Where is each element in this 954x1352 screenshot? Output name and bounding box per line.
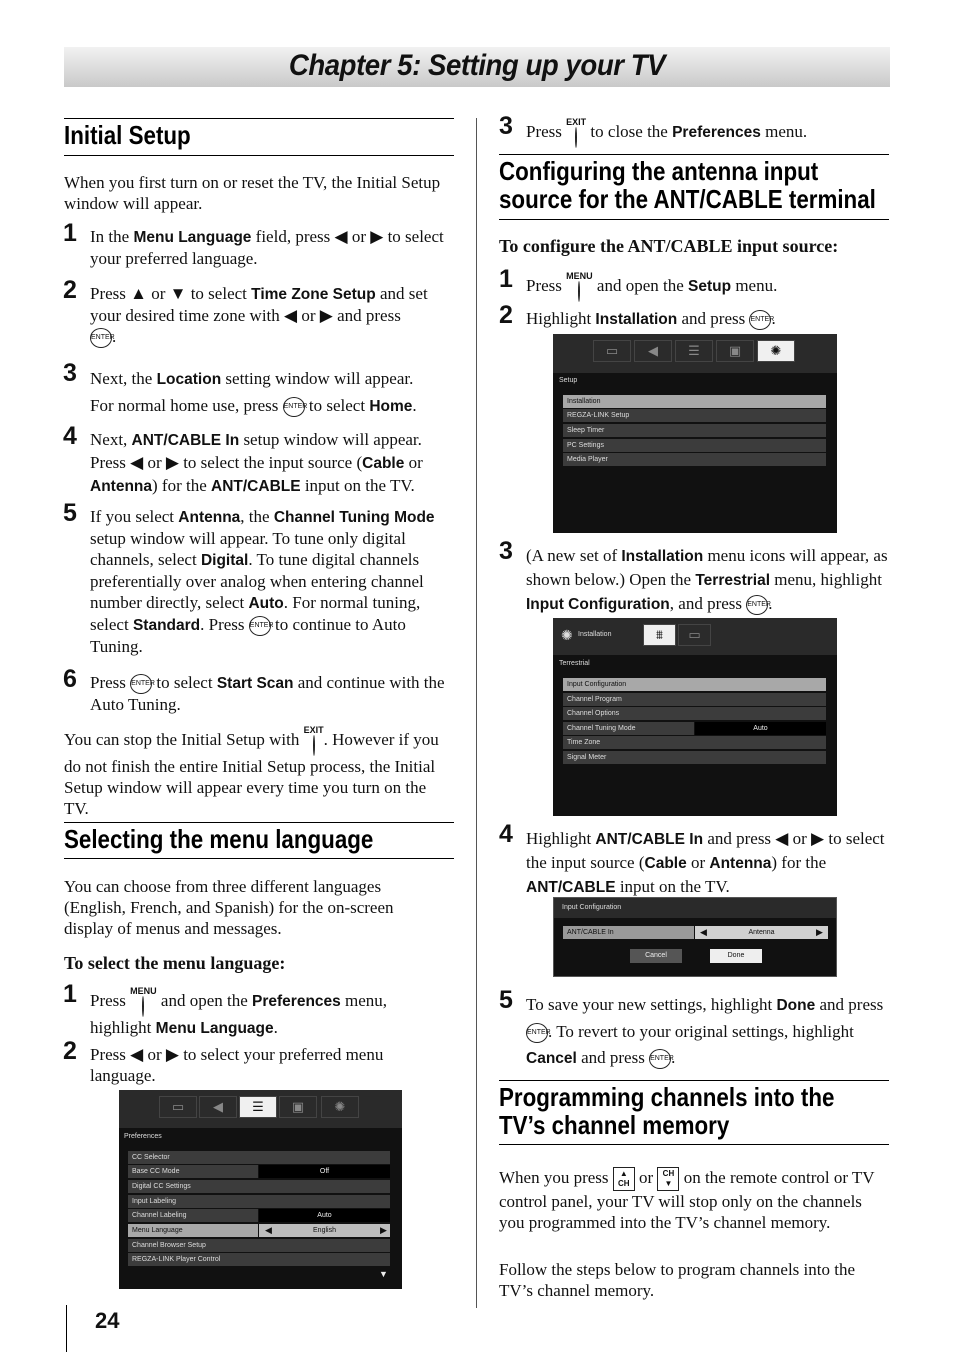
menu-row: Sleep Timer	[563, 424, 826, 437]
step-number: 5	[63, 499, 77, 527]
divider	[64, 118, 454, 119]
divider	[499, 154, 889, 155]
divider	[499, 219, 889, 220]
screen-title: Terrestrial	[559, 660, 590, 667]
menu-row-selected: Installation	[563, 395, 826, 408]
menu-row-selected: Input Configuration	[563, 678, 826, 691]
step-number: 3	[499, 537, 513, 565]
menu-row: Channel Labeling	[128, 1209, 258, 1222]
divider	[64, 822, 454, 823]
menu-row: Media Player	[563, 453, 826, 466]
step-text: Press ◀ or ▶ to select your preferred menu language.	[90, 1045, 384, 1085]
setup-icon: ✺	[321, 1096, 359, 1118]
channel-down-icon: CH ▼	[657, 1167, 679, 1191]
setup-icon: ✺	[561, 627, 573, 643]
setup-screen	[553, 334, 837, 533]
step-text: To save your new settings, highlight Done and press ENTER. To revert to your original settings, highlight Cancel and press ENTER.	[526, 992, 890, 1072]
menu-row: PC Settings	[563, 439, 826, 452]
step-number: 3	[499, 112, 513, 140]
menu-value: Auto	[259, 1209, 390, 1222]
lock-icon: ▣	[279, 1096, 317, 1118]
chapter-title: Chapter 5: Setting up your TV	[288, 49, 666, 82]
menu-row: Time Zone	[563, 736, 826, 749]
setup-icon: ✺	[757, 340, 795, 362]
step-number: 1	[63, 219, 77, 247]
heading-antenna: Configuring the antenna input source for the ANT/CABLE terminal	[499, 156, 876, 214]
step-number: 2	[63, 1037, 77, 1065]
screen-title: Input Configuration	[562, 904, 622, 911]
cancel-button[interactable]: Cancel	[630, 949, 682, 963]
divider	[499, 1080, 889, 1081]
menu-row: CC Selector	[128, 1151, 390, 1164]
channel-up-icon: ▲ CH	[613, 1167, 635, 1191]
menu-row: REGZA-LINK Setup	[563, 409, 826, 422]
step-number: 1	[63, 980, 77, 1008]
step-number: 6	[63, 665, 77, 693]
menu-row: Digital CC Settings	[128, 1180, 390, 1193]
enter-icon: ENTER	[649, 1049, 671, 1069]
preferences-icon: ☰	[675, 340, 713, 362]
picture-icon: ▭	[159, 1096, 197, 1118]
arrow-right-icon: ▶	[816, 927, 823, 937]
menu-row: Base CC Mode	[128, 1165, 258, 1178]
menu-value: Antenna	[695, 926, 828, 939]
screen-title: Preferences	[124, 1133, 162, 1140]
step-text: Highlight Installation and press ENTER.	[526, 308, 886, 330]
step-text: (A new set of Installation menu icons will appear, as shown below.) Open the Terrestrial menu, highlight Input Configuration, and press ENTER.	[526, 544, 890, 616]
terrestrial-icon: ⩩	[643, 624, 676, 646]
scroll-down-icon: ▼	[379, 1269, 388, 1279]
menu-language-intro: You can choose from three different languages (English, French, and Spanish) for the on-screen display of menus and messages.	[64, 877, 394, 938]
chapter-banner	[64, 47, 890, 87]
input-icon: ▭	[678, 624, 711, 646]
step-number: 3	[63, 359, 77, 387]
programming-paragraph-2: Follow the steps below to program channels into the TV’s channel memory.	[499, 1260, 855, 1300]
step-text: In the Menu Language field, press ◀ or ▶ to select your preferred language.	[90, 227, 444, 268]
step-number: 2	[63, 276, 77, 304]
menu-row: REGZA-LINK Player Control	[128, 1253, 390, 1266]
screen-header: Installation	[578, 631, 612, 638]
arrow-left-icon: ◀	[700, 927, 707, 937]
step-text: Press MENU and open the Preferences menu, highlight Menu Language.	[90, 986, 388, 1037]
arrow-right-icon: ▶	[380, 1225, 387, 1235]
lock-icon: ▣	[716, 340, 754, 362]
step-number: 4	[499, 820, 513, 848]
menu-row-selected: Menu Language	[128, 1224, 258, 1237]
step-text: Press ENTER to select Start Scan and continue with the Auto Tuning.	[90, 673, 445, 715]
input-configuration-screen	[553, 897, 837, 977]
done-button[interactable]: Done	[710, 949, 762, 963]
preferences-screen	[119, 1090, 402, 1289]
screen-title: Setup	[559, 377, 578, 384]
menu-row: Input Labeling	[128, 1195, 390, 1208]
audio-icon: ◀	[634, 340, 672, 362]
enter-icon: ENTER	[526, 1023, 548, 1043]
enter-icon: ENTER	[249, 616, 271, 636]
column-divider	[476, 118, 477, 1308]
enter-icon: ENTER	[90, 328, 112, 348]
subheading: To select the menu language:	[64, 953, 286, 973]
page-rule	[66, 1305, 67, 1352]
step-text: Highlight ANT/CABLE In and press ◀ or ▶ to select the input source (Cable or Antenna) for the ANT/CABLE input on the TV.	[526, 829, 885, 896]
menu-row: Channel Options	[563, 707, 826, 720]
divider	[64, 155, 454, 156]
step-text: Press ▲ or ▼ to select Time Zone Setup and set your desired time zone with ◀ or ▶ and press ENTER.	[90, 283, 450, 348]
preferences-icon: ☰	[239, 1096, 277, 1118]
subheading: To configure the ANT/CABLE input source:	[499, 236, 839, 256]
step-text: Press MENU and open the Setup menu.	[526, 272, 886, 302]
enter-icon: ENTER	[283, 397, 305, 417]
menu-value: Auto	[695, 722, 826, 735]
divider	[499, 1144, 889, 1145]
step-text: Next, the Location setting window will appear. For normal home use, press ENTER to select Home.	[90, 366, 450, 420]
picture-icon: ▭	[593, 340, 631, 362]
enter-icon: ENTER	[130, 674, 152, 694]
menu-icon: MENU	[566, 272, 593, 302]
programming-paragraph-1: When you press ▲ CH or CH ▼ on the remote control or TV control panel, your TV will stop only on the channels you programmed into the TV’s channel memory.	[499, 1168, 875, 1233]
enter-icon: ENTER	[749, 310, 771, 330]
heading-programming: Programming channels into the TV’s channel memory	[499, 1082, 835, 1140]
heading-menu-language: Selecting the menu language	[64, 824, 374, 854]
initial-setup-intro: When you first turn on or reset the TV, the Initial Setup window will appear.	[64, 173, 441, 213]
arrow-left-icon: ◀	[265, 1225, 272, 1235]
menu-row: Channel Program	[563, 693, 826, 706]
page-number: 24	[95, 1308, 120, 1333]
menu-row-selected: ANT/CABLE In	[563, 926, 694, 939]
menu-row: Channel Tuning Mode	[563, 722, 694, 735]
initial-setup-outro: You can stop the Initial Setup with EXIT . However if you do not finish the entire Initial Setup process, the Initial Setup window will appear every time you turn on the TV.	[64, 725, 439, 818]
step-number: 4	[63, 422, 77, 450]
enter-icon: ENTER	[746, 595, 768, 615]
menu-row: Channel Browser Setup	[128, 1239, 390, 1252]
menu-row: Signal Meter	[563, 751, 826, 764]
exit-icon: EXIT	[566, 118, 586, 148]
installation-screen	[553, 618, 837, 816]
exit-icon: EXIT	[304, 726, 324, 756]
menu-value: Off	[259, 1165, 390, 1178]
audio-icon: ◀	[199, 1096, 237, 1118]
step-text: If you select Antenna, the Channel Tuning Mode setup window will appear. To tune only digital channels, select Digital. To tune digital channels preferentially over analog when entering channel number directly, select Auto. For normal tuning, select Standard. Press ENTER to continue to Auto Tuning.	[90, 507, 435, 657]
step-text: Next, ANT/CABLE In setup window will appear. Press ◀ or ▶ to select the input source (Cable or Antenna) for the ANT/CABLE input on the TV.	[90, 430, 423, 495]
step-text: Press EXIT to close the Preferences menu.	[526, 118, 886, 148]
step-number: 5	[499, 986, 513, 1014]
step-number: 2	[499, 301, 513, 329]
step-number: 1	[499, 265, 513, 293]
menu-icon: MENU	[130, 987, 157, 1017]
menu-value: English	[259, 1224, 390, 1237]
heading-initial-setup: Initial Setup	[64, 120, 191, 150]
divider	[64, 858, 454, 859]
